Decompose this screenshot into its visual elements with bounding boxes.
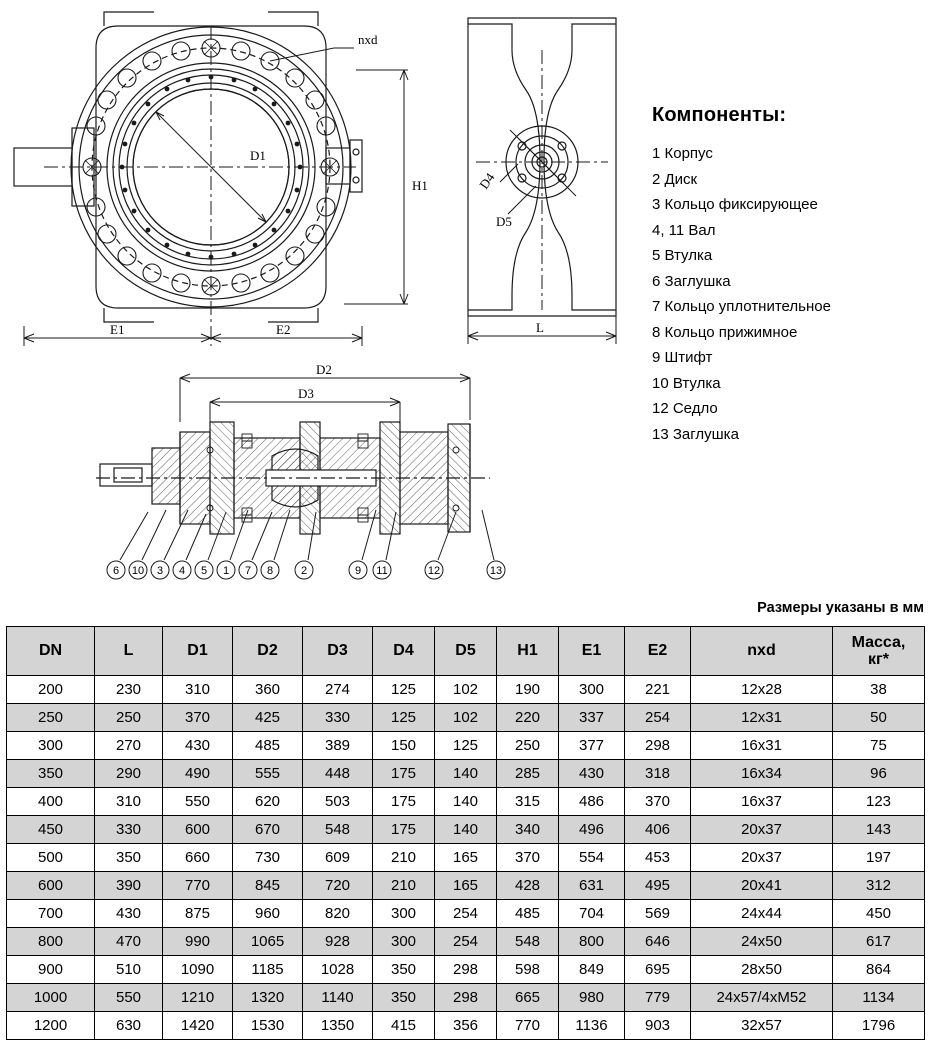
table-cell: 221 [625,676,691,704]
table-cell: 298 [435,956,497,984]
table-cell: 165 [435,872,497,900]
table-cell: 370 [497,844,559,872]
table-cell: 298 [625,732,691,760]
table-cell: 800 [7,928,95,956]
table-row [7,844,925,872]
table-cell: 20x37 [691,816,833,844]
table-cell: 500 [7,844,95,872]
table-cell: 900 [7,956,95,984]
table-cell: 695 [625,956,691,984]
table-cell: 569 [625,900,691,928]
table-cell: 485 [233,732,303,760]
table-cell: 820 [303,900,373,928]
table-cell: 1796 [833,1012,925,1040]
section-view-drawing [90,360,530,600]
table-cell: 646 [625,928,691,956]
table-cell: 12x28 [691,676,833,704]
table-cell: 631 [559,872,625,900]
table-cell: 250 [7,704,95,732]
table-cell: 779 [625,984,691,1012]
component-item-12: 12 Седло [652,400,718,417]
units-note: Размеры указаны в мм [757,600,924,616]
table-cell: 140 [435,760,497,788]
table-cell: 800 [559,928,625,956]
col-header-mass [833,627,925,676]
table-cell: 312 [833,872,925,900]
table-cell: 254 [625,704,691,732]
balloon-7: 7 [244,565,252,577]
table-row [7,788,925,816]
col-header-d4: D4 [373,627,435,676]
table-cell: 845 [233,872,303,900]
component-item-3: 3 Кольцо фиксирующее [652,196,818,213]
table-cell: 1140 [303,984,373,1012]
table-cell: 600 [7,872,95,900]
table-cell: 300 [373,928,435,956]
table-cell: 389 [303,732,373,760]
table-cell: 254 [435,900,497,928]
balloon-12: 12 [427,565,441,577]
table-row [7,900,925,928]
table-cell: 1134 [833,984,925,1012]
table-row [7,872,925,900]
table-cell: 428 [497,872,559,900]
table-cell: 400 [7,788,95,816]
table-cell: 730 [233,844,303,872]
component-item-13: 13 Заглушка [652,425,739,443]
label-l: L [536,320,544,335]
table-cell: 503 [303,788,373,816]
table-cell: 864 [833,956,925,984]
table-cell: 770 [163,872,233,900]
label-d4: D4 [476,170,498,192]
table-cell: 370 [625,788,691,816]
component-item-8: 8 Кольцо прижимное [652,323,798,341]
label-d1: D1 [250,148,266,163]
components-list [652,141,930,447]
table-cell: 230 [95,676,163,704]
table-cell: 175 [373,816,435,844]
table-cell: 704 [559,900,625,928]
col-header-e1: E1 [559,627,625,676]
table-cell: 415 [373,1012,435,1040]
col-header-d1: D1 [163,627,233,676]
table-cell: 960 [233,900,303,928]
balloon-11: 11 [376,565,388,577]
component-item-1: 1 Корпус [652,145,713,162]
table-cell: 28x50 [691,956,833,984]
table-cell: 630 [95,1012,163,1040]
balloon-4: 4 [178,565,186,577]
table-cell: 16x34 [691,760,833,788]
table-cell: 496 [559,816,625,844]
table-cell: 250 [497,732,559,760]
col-header-d2: D2 [233,627,303,676]
label-e1: E1 [110,322,125,337]
table-cell: 360 [233,676,303,704]
mass-header-line1: Масса, [851,634,906,651]
table-cell: 285 [497,760,559,788]
label-d3: D3 [298,386,314,401]
balloon-5: 5 [200,565,208,577]
table-cell: 1000 [7,984,95,1012]
col-header-d5: D5 [435,627,497,676]
table-row [7,760,925,788]
table-cell: 310 [95,788,163,816]
balloon-6: 6 [112,565,120,577]
table-cell: 340 [497,816,559,844]
table-cell: 453 [625,844,691,872]
table-cell: 609 [303,844,373,872]
table-cell: 318 [625,760,691,788]
balloon-13: 13 [489,565,503,577]
col-header-nxd: nxd [691,627,833,676]
table-cell: 300 [7,732,95,760]
table-cell: 370 [163,704,233,732]
table-cell: 1200 [7,1012,95,1040]
table-cell: 903 [625,1012,691,1040]
table-cell: 337 [559,704,625,732]
mass-header-line2: кг* [868,651,889,668]
front-view-drawing [4,8,444,358]
table-cell: 350 [373,956,435,984]
table-cell: 38 [833,676,925,704]
table-cell: 554 [559,844,625,872]
table-cell: 548 [303,816,373,844]
table-cell: 660 [163,844,233,872]
table-cell: 330 [303,704,373,732]
table-cell: 125 [435,732,497,760]
table-cell: 550 [95,984,163,1012]
table-cell: 16x37 [691,788,833,816]
table-cell: 24x57/4xM52 [691,984,833,1012]
table-cell: 390 [95,872,163,900]
table-cell: 928 [303,928,373,956]
col-header-dn: DN [7,627,95,676]
table-cell: 123 [833,788,925,816]
col-header-d3: D3 [303,627,373,676]
table-cell: 485 [497,900,559,928]
table-cell: 1320 [233,984,303,1012]
component-item-5: 5 Втулка [652,247,713,264]
table-cell: 220 [497,704,559,732]
table-cell: 250 [95,704,163,732]
balloon-9: 9 [354,565,362,577]
table-cell: 270 [95,732,163,760]
label-d2: D2 [316,362,332,377]
table-cell: 143 [833,816,925,844]
table-cell: 350 [7,760,95,788]
table-cell: 175 [373,760,435,788]
label-d5: D5 [496,214,512,229]
table-cell: 125 [373,676,435,704]
table-cell: 490 [163,760,233,788]
components-panel [652,104,930,447]
table-cell: 1028 [303,956,373,984]
balloon-10: 10 [131,565,145,577]
table-cell: 96 [833,760,925,788]
table-cell: 700 [7,900,95,928]
table-row [7,984,925,1012]
table-cell: 495 [625,872,691,900]
table-cell: 555 [233,760,303,788]
table-cell: 350 [373,984,435,1012]
table-cell: 620 [233,788,303,816]
table-cell: 300 [373,900,435,928]
table-cell: 210 [373,872,435,900]
label-nxd: nxd [358,32,378,47]
table-cell: 210 [373,844,435,872]
components-title: Компоненты: [652,104,787,126]
table-row [7,956,925,984]
table-cell: 274 [303,676,373,704]
table-cell: 315 [497,788,559,816]
table-cell: 125 [373,704,435,732]
table-cell: 450 [833,900,925,928]
table-cell: 550 [163,788,233,816]
spec-table [6,626,925,1040]
label-h1: H1 [412,178,428,193]
table-cell: 20x37 [691,844,833,872]
table-cell: 24x44 [691,900,833,928]
component-item-7: 7 Кольцо уплотнительное [652,298,831,315]
table-cell: 197 [833,844,925,872]
table-cell: 16x31 [691,732,833,760]
component-item-2: 2 Диск [652,170,698,188]
table-cell: 102 [435,676,497,704]
table-cell: 849 [559,956,625,984]
table-cell: 20x41 [691,872,833,900]
table-cell: 980 [559,984,625,1012]
table-cell: 548 [497,928,559,956]
component-item-9: 9 Штифт [652,349,713,366]
table-cell: 875 [163,900,233,928]
table-cell: 470 [95,928,163,956]
table-cell: 430 [163,732,233,760]
table-cell: 1420 [163,1012,233,1040]
component-item-10: 10 Втулка [652,374,721,392]
table-cell: 1530 [233,1012,303,1040]
side-view-drawing [452,10,632,360]
table-cell: 175 [373,788,435,816]
component-item-6: 6 Заглушка [652,272,731,290]
table-cell: 290 [95,760,163,788]
table-cell: 600 [163,816,233,844]
balloon-8: 8 [266,565,274,577]
table-row [7,704,925,732]
table-cell: 377 [559,732,625,760]
table-cell: 12x31 [691,704,833,732]
table-cell: 140 [435,788,497,816]
table-cell: 165 [435,844,497,872]
table-cell: 1065 [233,928,303,956]
table-cell: 430 [559,760,625,788]
table-cell: 448 [303,760,373,788]
table-cell: 140 [435,816,497,844]
col-header-h1: H1 [497,627,559,676]
table-cell: 406 [625,816,691,844]
table-cell: 75 [833,732,925,760]
table-cell: 150 [373,732,435,760]
table-cell: 617 [833,928,925,956]
col-header-l: L [95,627,163,676]
table-cell: 990 [163,928,233,956]
table-body [7,676,925,1040]
table-cell: 425 [233,704,303,732]
table-cell: 665 [497,984,559,1012]
table-cell: 598 [497,956,559,984]
table-cell: 298 [435,984,497,1012]
table-cell: 330 [95,816,163,844]
balloon-1: 1 [222,565,230,577]
table-header-row [7,627,925,676]
table-cell: 254 [435,928,497,956]
table-cell: 770 [497,1012,559,1040]
table-cell: 510 [95,956,163,984]
table-cell: 24x50 [691,928,833,956]
table-cell: 450 [7,816,95,844]
table-cell: 356 [435,1012,497,1040]
table-cell: 102 [435,704,497,732]
table-cell: 1185 [233,956,303,984]
table-row [7,928,925,956]
table-row [7,676,925,704]
balloon-3: 3 [156,565,164,577]
label-e2: E2 [276,322,291,337]
table-cell: 200 [7,676,95,704]
table-cell: 1136 [559,1012,625,1040]
table-cell: 1210 [163,984,233,1012]
balloon-2: 2 [300,565,308,577]
table-cell: 190 [497,676,559,704]
col-header-e2: E2 [625,627,691,676]
table-cell: 50 [833,704,925,732]
table-row [7,816,925,844]
table-cell: 670 [233,816,303,844]
spec-table-wrapper [6,626,924,1040]
table-cell: 350 [95,844,163,872]
table-cell: 430 [95,900,163,928]
table-row [7,732,925,760]
table-cell: 1090 [163,956,233,984]
table-cell: 486 [559,788,625,816]
table-cell: 720 [303,872,373,900]
table-cell: 32x57 [691,1012,833,1040]
table-row [7,1012,925,1040]
table-cell: 310 [163,676,233,704]
component-item-4-11: 4, 11 Вал [652,221,716,239]
table-cell: 300 [559,676,625,704]
table-cell: 1350 [303,1012,373,1040]
